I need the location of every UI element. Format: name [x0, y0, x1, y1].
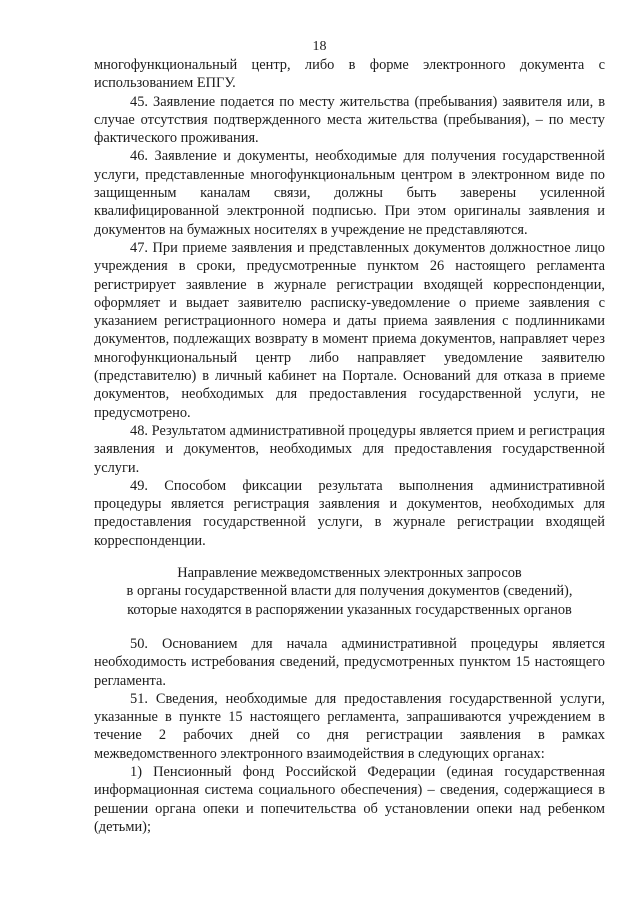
paragraphs-before: [94, 56, 605, 550]
paragraph: 45. Заявление подается по месту жительства (пребывания) заявителя или, в случае отсутствия подтвержденного места жительства (пребывания), – по месту фактического проживания.: [94, 93, 605, 147]
paragraph: 51. Сведения, необходимые для предоставления государственной услуги, указанные в пункте 15 настоящего регламента, запрашиваются учреждением в течение 2 рабочих дней со дня регистрации заявления в рамках межведомственного электронного взаимодействия в следующих органах:: [94, 690, 605, 762]
paragraph: 47. При приеме заявления и представленных документов должностное лицо учреждения в сроки, предусмотренные пунктом 26 настоящего регламента регистрирует заявление в журнале регистрации входящей корреспонденции, оформляет и выдает заявителю расписку-уведомление о приеме заявления с указанием регистрационного номера и даты приема заявления с подлинниками документов, подлежащих возврату в момент приема документов, направляет через многофункциональный центр либо направляет уведомление заявителю (представителю) в личный кабинет на Портале. Оснований для отказа в приеме документов, необходимых для предоставления государственной услуги, не предусмотрено.: [94, 239, 605, 421]
paragraph: 50. Основанием для начала административной процедуры является необходимость истребования сведений, предусмотренных пунктом 15 настоящего регламента.: [94, 635, 605, 689]
paragraph: многофункциональный центр, либо в форме электронного документа с использованием ЕПГУ.: [94, 57, 605, 92]
list-item: 1) Пенсионный фонд Российской Федерации (единая государственная информационная система социального обеспечения) – сведения, содержащиеся в решении органа опеки и попечительства об установлении опеки над ребенком (детьми);: [94, 763, 605, 835]
paragraph: 48. Результатом административной процедуры является прием и регистрация заявления и документов, необходимых для предоставления государственной услуги.: [94, 422, 605, 476]
paragraph: 46. Заявление и документы, необходимые для получения государственной услуги, представленные многофункциональным центром в электронном виде по защищенным каналам связи, должны быть заверены усиленной квалифицированной электронной подписью. При этом оригиналы заявления и документов на бумажных носителях в учреждение не представляются.: [94, 148, 605, 238]
paragraphs-after: [94, 635, 605, 836]
section-heading-line: в органы государственной власти для получения документов (сведений),: [126, 583, 573, 600]
section-heading-line: которые находятся в распоряжении указанных государственных органов: [127, 601, 572, 618]
section-heading-line: Направление межведомственных электронных запросов: [177, 565, 522, 582]
page-number: 18: [312, 39, 327, 54]
document-body: [94, 56, 605, 836]
paragraph: 49. Способом фиксации результата выполнения административной процедуры является регистрация заявления и документов, необходимых для предоставления государственной услуги, в журнале регистрации входящей корреспонденции.: [94, 477, 605, 549]
section-heading: [94, 564, 605, 619]
